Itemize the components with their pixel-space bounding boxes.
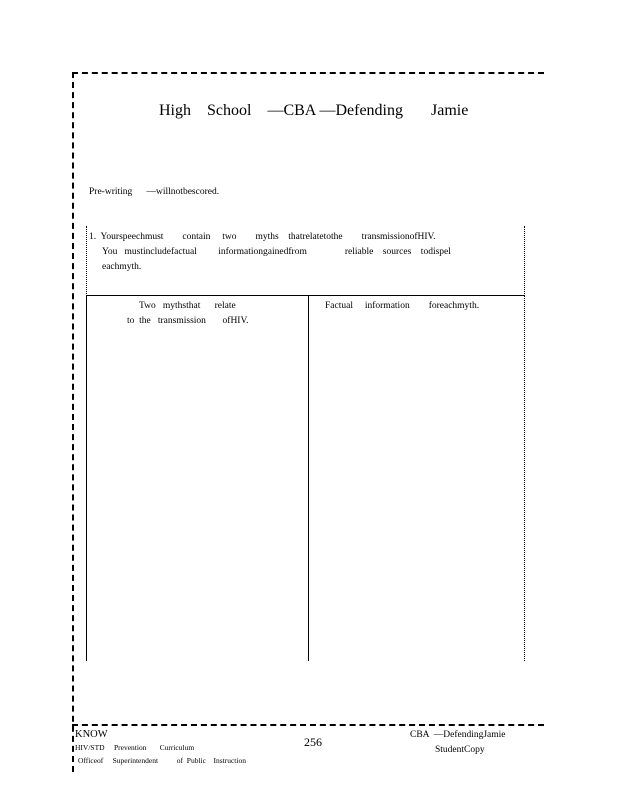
top-border	[72, 72, 544, 74]
instruction-line-2: You mustincludefactual informationgainedfrom reliable sources todispel	[102, 247, 451, 257]
footer-document-title: CBA —DefendingJamie	[410, 730, 506, 740]
table-left-rule	[86, 295, 87, 661]
page-number: 256	[304, 735, 322, 749]
instruction-box-left	[86, 226, 87, 296]
footer-border	[72, 724, 544, 726]
column-right-header: Factual information foreachmyth.	[325, 301, 480, 311]
instruction-line-1: 1. Yourspeechmust contain two myths thatrelatetothe transmissionofHIV.	[89, 232, 436, 242]
table-right-rule	[524, 295, 525, 661]
footer-office: Officeof Superintendent of Public Instruction	[78, 756, 246, 765]
footer-know: KNOW	[75, 729, 108, 740]
column-left-header-line-2: to the transmission ofHIV.	[127, 316, 249, 326]
table-center-rule	[308, 295, 309, 661]
footer-student-copy: StudentCopy	[435, 745, 485, 755]
table-top-rule	[86, 295, 525, 296]
left-border	[72, 72, 74, 772]
instruction-line-3: eachmyth.	[102, 262, 142, 272]
page-title: High School —CBA —Defending Jamie	[159, 102, 469, 119]
instruction-box-right	[524, 226, 525, 296]
footer-curriculum: HIV/STD Prevention Curriculum	[75, 743, 195, 752]
prewriting-note: Pre-writing —willnotbescored.	[89, 187, 220, 197]
column-left-header-line-1: Two mythsthat relate	[139, 301, 236, 311]
